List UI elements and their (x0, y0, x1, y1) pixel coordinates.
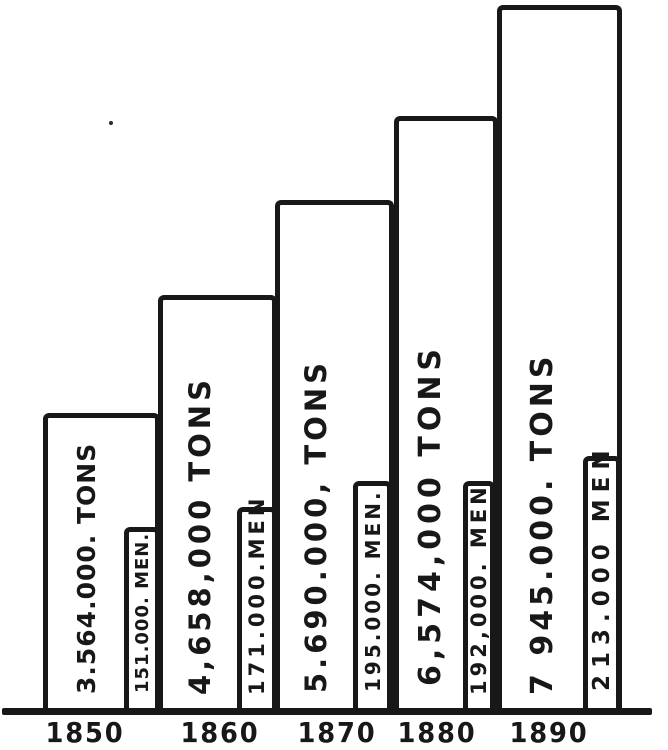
men-value-label-1860: 171.000.MEN (245, 494, 269, 695)
tons-value-label-1860: 4,658,000 TONS (183, 376, 217, 695)
year-label-1890: 1890 (509, 716, 589, 749)
x-axis-line (2, 708, 652, 715)
print-speck (109, 121, 113, 125)
year-label-1860: 1860 (180, 716, 260, 749)
year-label-1870: 1870 (297, 716, 377, 749)
men-value-label-1870: 195.000. MEN. (360, 489, 385, 692)
tons-value-label-1850: 3.564.000. TONS (71, 442, 101, 694)
tons-value-label-1870: 5.690.000, TONS (299, 359, 333, 693)
men-value-label-1850: 151.000. MEN. (131, 532, 153, 693)
men-value-label-1880: 192,000. MEN (467, 483, 491, 695)
year-label-1880: 1880 (397, 716, 477, 749)
tons-value-label-1890: 7 945.000. TONS (524, 352, 560, 695)
men-value-label-1890: 213.000 MEN (589, 443, 615, 691)
tons-value-label-1880: 6,574,000 TONS (412, 343, 448, 686)
year-label-1850: 1850 (45, 716, 125, 749)
